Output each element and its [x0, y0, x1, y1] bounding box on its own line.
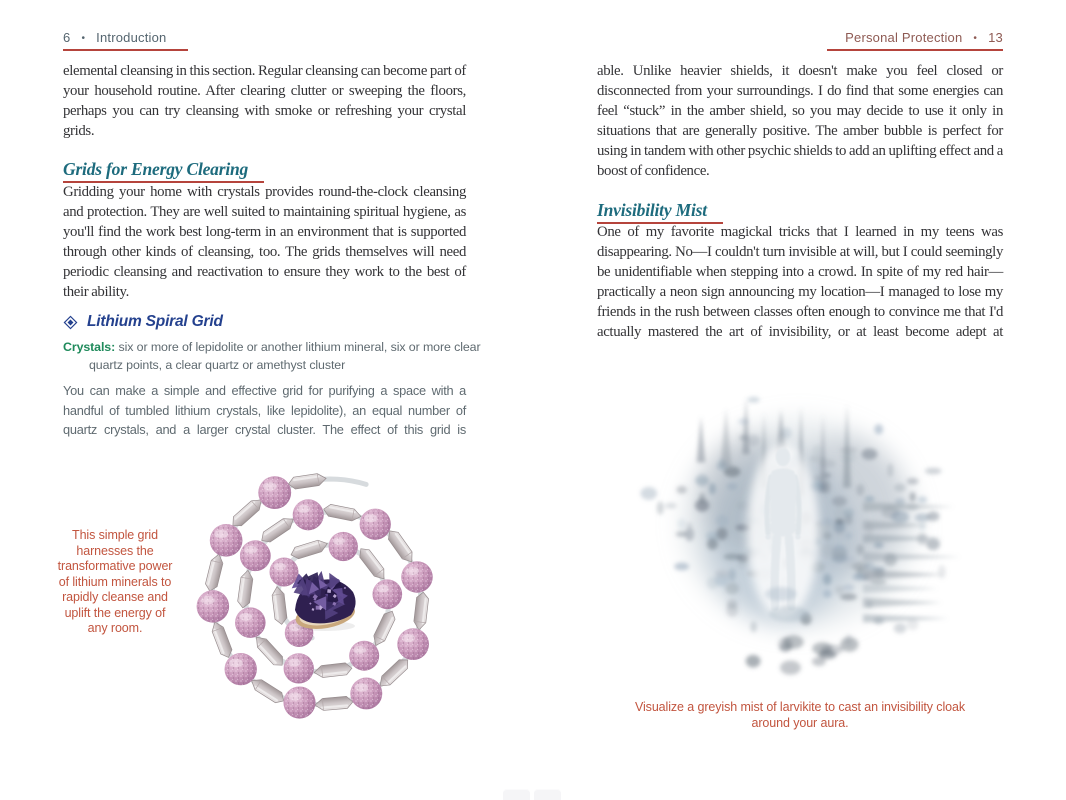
figure-caption: Visualize a greyish mist of larvikite to cast an invisibility cloak around your aura.	[634, 700, 965, 730]
paragraph: elemental cleansing in this section. Regular cleansing can become part of your household routine. After clearing clutter or sweeping the floors, perhaps you can try cleansing with smoke or refreshing your crystal grids.	[63, 63, 466, 139]
reader-control-hint-right[interactable]	[534, 789, 561, 800]
left-page	[57, 30, 481, 800]
larvikite-mist-illustration	[631, 356, 963, 694]
crystals-label: Crystals:	[63, 340, 116, 354]
right-running-header-line	[827, 30, 1003, 51]
header-bullet-icon: •	[81, 33, 86, 44]
left-running-header	[63, 30, 188, 51]
left-running-header-line	[63, 30, 188, 51]
paragraph: You can make a simple and effective grid for purifying a space with a handful of tumbled lithium crystals, like lepidolite), an equal number of quartz crystals, and a larger crystal cluster. The effect of this grid is	[63, 383, 466, 437]
right-running-header	[827, 30, 1003, 51]
lithium-spiral-grid-figure	[165, 450, 479, 747]
invisibility-mist-figure	[631, 356, 963, 699]
crystals-spec-text: six or more of lepidolite or another lithium mineral, six or more clear quartz points, a clear quartz or amethyst cluster	[89, 340, 481, 372]
spiral-grid-illustration	[165, 450, 479, 742]
paragraph: One of my favorite magickal tricks that I learned in my teens was disappearing. No—I couldn't turn invisible at will, but I could seemingly be unidentifiable when stepping into a crowd. In spite of my red hair—practically a neon sign announcing my location—I managed to lose my friends in the rush between classes often enough to convince me that I'd actually mastered the art of invisibility, or at least become adept at	[597, 224, 1003, 340]
diamond-icon	[63, 315, 78, 330]
paragraph: able. Unlike heavier shields, it doesn't make you feel closed or disconnected from your surroundings. I do find that some energies can feel “stuck” in the amber shield, so you may decide to use it only in situations that are generally positive. The amber bubble is perfect for using in tandem with other psychic shields to add an uplifting effect and a boost of confidence.	[597, 63, 1003, 179]
left-section-title: Introduction	[96, 30, 167, 45]
section-heading-grids: Grids for Energy Clearing	[63, 159, 264, 183]
right-page	[597, 30, 1003, 800]
sub-heading-lithium-spiral-grid	[63, 313, 223, 331]
crystals-spec	[63, 338, 492, 374]
paragraph: Gridding your home with crystals provides round-the-clock cleansing and protection. They are well suited to maintaining spiritual hygiene, as you'll find the work best long-term in an environment that is supported through other kinds of cleansing, too. The grids themselves will need periodic cleansing and reactivation to ensure they work to the best of their ability.	[63, 184, 466, 300]
header-bullet-icon: •	[973, 33, 978, 44]
sub-heading-label: Lithium Spiral Grid	[87, 313, 223, 330]
left-page-number: 6	[63, 30, 71, 45]
section-heading-invisibility-mist: Invisibility Mist	[597, 200, 723, 224]
figure-caption: This simple grid harnesses the transformative power of lithium minerals to rapidly cleanse and uplift the energy of any room.	[57, 528, 173, 635]
right-page-number: 13	[988, 30, 1003, 45]
reader-control-hint-left[interactable]	[503, 789, 530, 800]
right-section-title: Personal Protection	[845, 30, 963, 45]
